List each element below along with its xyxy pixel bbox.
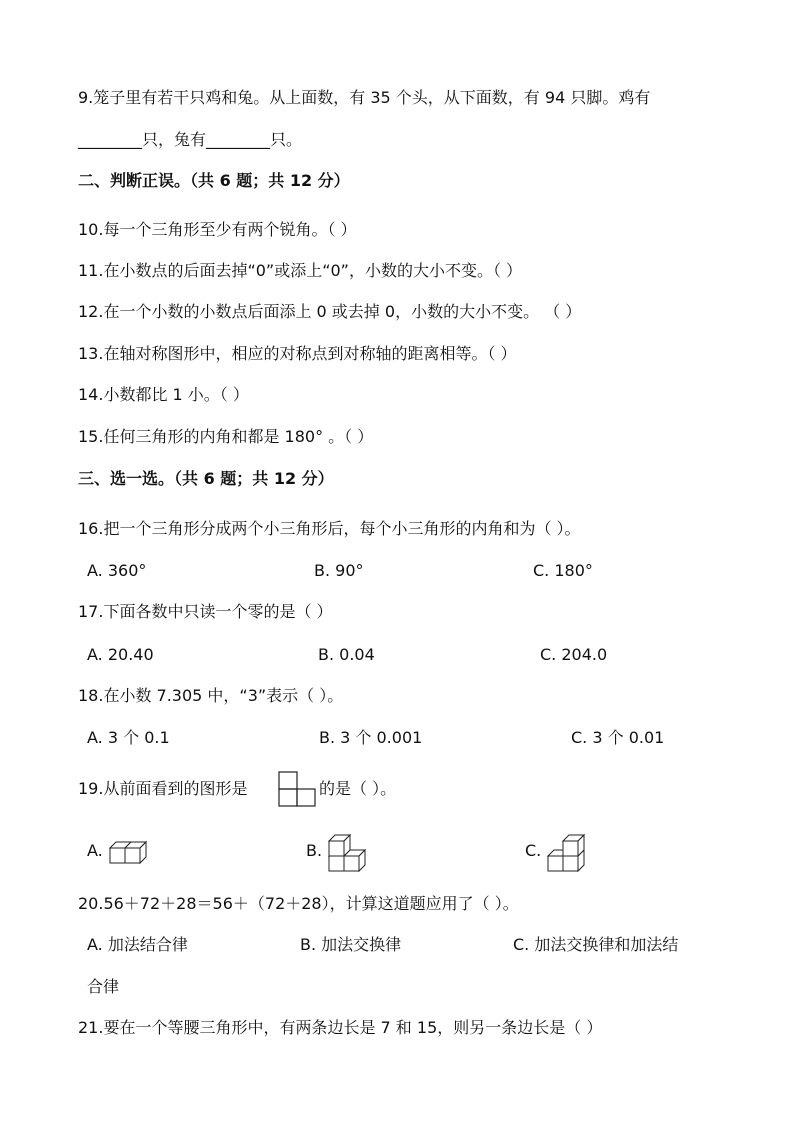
q17-option-a: A. 20.40 <box>87 645 154 664</box>
q20-option-c-continued: 合律 <box>87 977 120 996</box>
tf-question-14: 14.小数都比 1 小。（ ） <box>78 385 249 404</box>
q19-stem-pre: 19.从前面看到的图形是 <box>78 779 248 798</box>
tf-question-10: 10.每一个三角形至少有两个锐角。（ ） <box>78 220 357 239</box>
q16-option-a: A. 360° <box>87 561 147 580</box>
q21-stem: 21.要在一个等腰三角形中，有两条边长是 7 和 15，则另一条边长是（ ） <box>78 1018 603 1037</box>
q16-stem: 16.把一个三角形分成两个小三角形后，每个小三角形的内角和为（ ）。 <box>78 519 581 538</box>
cube-stack-left-figure <box>326 826 372 874</box>
q18-option-a: A. 3 个 0.1 <box>87 728 170 747</box>
front-view-figure <box>277 770 317 808</box>
q20-stem: 20.56＋72＋28＝56＋（72＋28），计算这道题应用了（ ）。 <box>78 894 519 913</box>
q17-option-b: B. 0.04 <box>318 645 375 664</box>
q19-option-b <box>306 826 372 874</box>
q16-option-c: C. 180° <box>533 561 593 580</box>
q19-stem-post: 的是（ ）。 <box>319 779 397 798</box>
q9-line1: 9.笼子里有若干只鸡和兔。从上面数，有 35 个头，从下面数，有 94 只脚。鸡有 <box>78 88 651 107</box>
q19-option-a-label: A. <box>87 840 103 860</box>
section3-heading: 三、选一选。（共 6 题；共 12 分） <box>78 469 334 488</box>
cube-row-figure <box>107 834 153 866</box>
q19-option-b-label: B. <box>306 840 323 860</box>
tf-question-11: 11.在小数点的后面去掉“0”或添上“0”，小数的大小不变。（ ） <box>78 261 523 280</box>
q20-option-b: B. 加法交换律 <box>300 935 402 954</box>
section2-heading: 二、判断正误。（共 6 题；共 12 分） <box>78 171 350 190</box>
q18-stem: 18.在小数 7.305 中，“3”表示（ ）。 <box>78 686 344 705</box>
q19-option-c <box>525 826 591 874</box>
tf-question-12: 12.在一个小数的小数点后面添上 0 或去掉 0，小数的大小不变。 （ ） <box>78 302 582 321</box>
q16-option-b: B. 90° <box>314 561 364 580</box>
q18-option-c: C. 3 个 0.01 <box>571 728 665 747</box>
cube-stack-right-figure <box>545 826 591 874</box>
tf-question-15: 15.任何三角形的内角和都是 180° 。（ ） <box>78 427 374 446</box>
q19-option-a <box>87 834 153 866</box>
q9-line2: ________只，兔有________只。 <box>78 130 303 149</box>
q20-option-a: A. 加法结合律 <box>87 935 188 954</box>
q17-stem: 17.下面各数中只读一个零的是（ ） <box>78 602 333 621</box>
q17-option-c: C. 204.0 <box>540 645 608 664</box>
q19-option-c-label: C. <box>525 840 542 860</box>
tf-question-13: 13.在轴对称图形中，相应的对称点到对称轴的距离相等。（ ） <box>78 344 517 363</box>
q20-option-c: C. 加法交换律和加法结 <box>513 935 679 954</box>
q18-option-b: B. 3 个 0.001 <box>319 728 423 747</box>
